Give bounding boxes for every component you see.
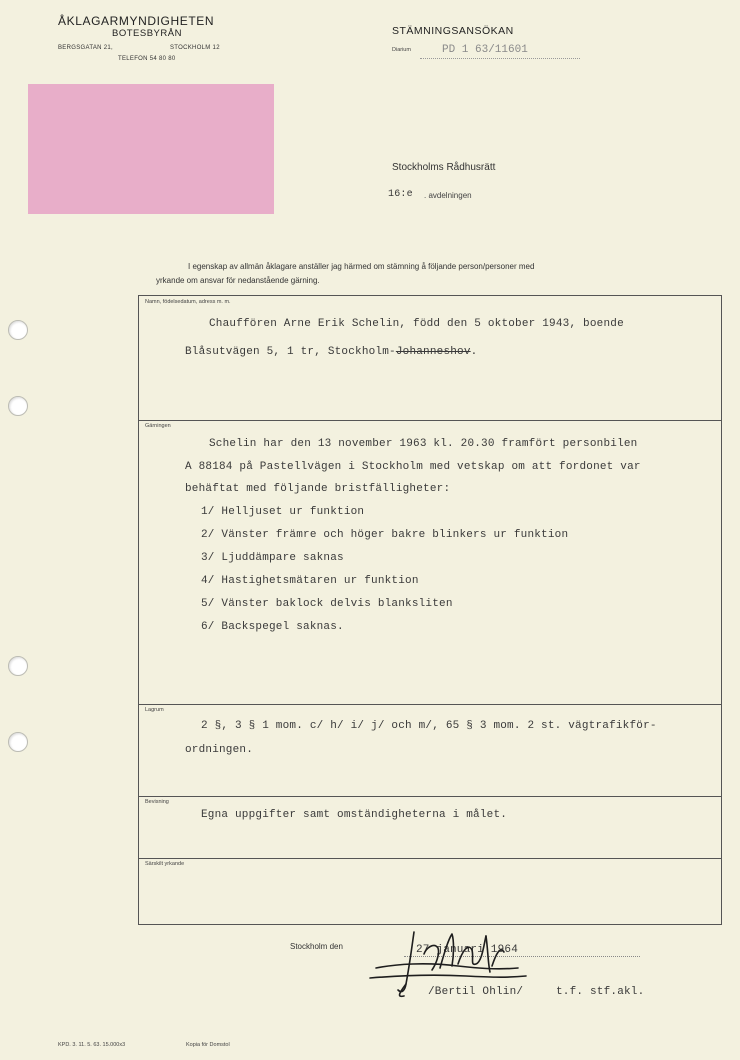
diarium-label: Diarium: [392, 47, 411, 53]
law-label: Lagrum: [145, 707, 164, 713]
evidence-label: Bevisning: [145, 799, 169, 805]
signature-place-label: Stockholm den: [290, 942, 343, 951]
person-label: Namn, födelsedatum, adress m. m.: [145, 299, 231, 305]
binder-hole: [8, 656, 28, 676]
person-address: Blåsutvägen 5, 1 tr, Stockholm-: [185, 346, 396, 358]
signer-title: t.f. stf.akl.: [556, 986, 645, 998]
crime-label: Gärningen: [145, 423, 171, 429]
person-address-struck: Johanneshov: [395, 346, 471, 358]
binder-hole: [8, 732, 28, 752]
crime-item: 4/ Hastighetsmätaren ur funktion: [201, 575, 419, 587]
section-divider: [139, 796, 721, 797]
pink-sticky-note: [28, 84, 274, 214]
footer-copy-note: Kopia för Domstol: [186, 1042, 230, 1048]
crime-item: 1/ Helljuset ur funktion: [201, 506, 365, 518]
intro-line-1: I egenskap av allmän åklagare anställer jag härmed om stämning å följande person/personer med: [188, 262, 535, 271]
special-label: Särskilt yrkande: [145, 861, 185, 867]
diarium-value: PD 1 63/11601: [442, 44, 528, 56]
crime-item: 6/ Backspegel saknas.: [201, 621, 344, 633]
section-divider: [139, 704, 721, 705]
crime-line-3: behäftat med följande bristfälligheter:: [185, 483, 451, 495]
person-line-1: Chauffören Arne Erik Schelin, född den 5 oktober 1943, boende: [209, 318, 624, 330]
form-title: STÄMNINGSANSÖKAN: [392, 25, 514, 37]
form-table: [138, 295, 722, 925]
intro-line-2: yrkande om ansvar för nedanstående gärning.: [156, 276, 320, 285]
crime-item: 5/ Vänster baklock delvis blanksliten: [201, 598, 453, 610]
section-divider: [139, 420, 721, 421]
law-line-1: 2 §, 3 § 1 mom. c/ h/ i/ j/ och m/, 65 § 3 mom. 2 st. vägtrafikför-: [201, 720, 657, 732]
crime-line-2: A 88184 på Pastellvägen i Stockholm med vetskap om att fordonet var: [185, 461, 641, 473]
person-address-end: .: [470, 346, 478, 358]
letterhead-org: ÅKLAGARMYNDIGHETEN: [58, 14, 215, 28]
crime-item: 3/ Ljuddämpare saknas: [201, 552, 344, 564]
letterhead-dept: BOTESBYRÅN: [112, 28, 182, 39]
division-label: . avdelningen: [424, 191, 472, 200]
section-divider: [139, 858, 721, 859]
footer-print-code: KPD. 3. 11. 5. 63. 15.000x3: [58, 1042, 126, 1048]
signature-date: 27 januari 1964: [416, 944, 519, 956]
binder-hole: [8, 320, 28, 340]
binder-hole: [8, 396, 28, 416]
law-line-2: ordningen.: [185, 744, 254, 756]
signer-name: /Bertil Ohlin/: [428, 986, 524, 998]
letterhead-street: BERGSGATAN 21,: [58, 45, 113, 51]
crime-item: 2/ Vänster främre och höger bakre blinkers ur funktion: [201, 529, 569, 541]
crime-line-1: Schelin har den 13 november 1963 kl. 20.30 framfört personbilen: [209, 438, 638, 450]
diarium-underline: [420, 58, 580, 59]
division-number: 16:e: [388, 189, 413, 200]
person-line-2: [185, 346, 477, 358]
letterhead-phone: TELEFON 54 80 80: [118, 56, 176, 62]
evidence-line-1: Egna uppgifter samt omständigheterna i målet.: [201, 809, 508, 821]
letterhead-city: STOCKHOLM 12: [170, 45, 220, 51]
court-name: Stockholms Rådhusrätt: [392, 162, 496, 173]
